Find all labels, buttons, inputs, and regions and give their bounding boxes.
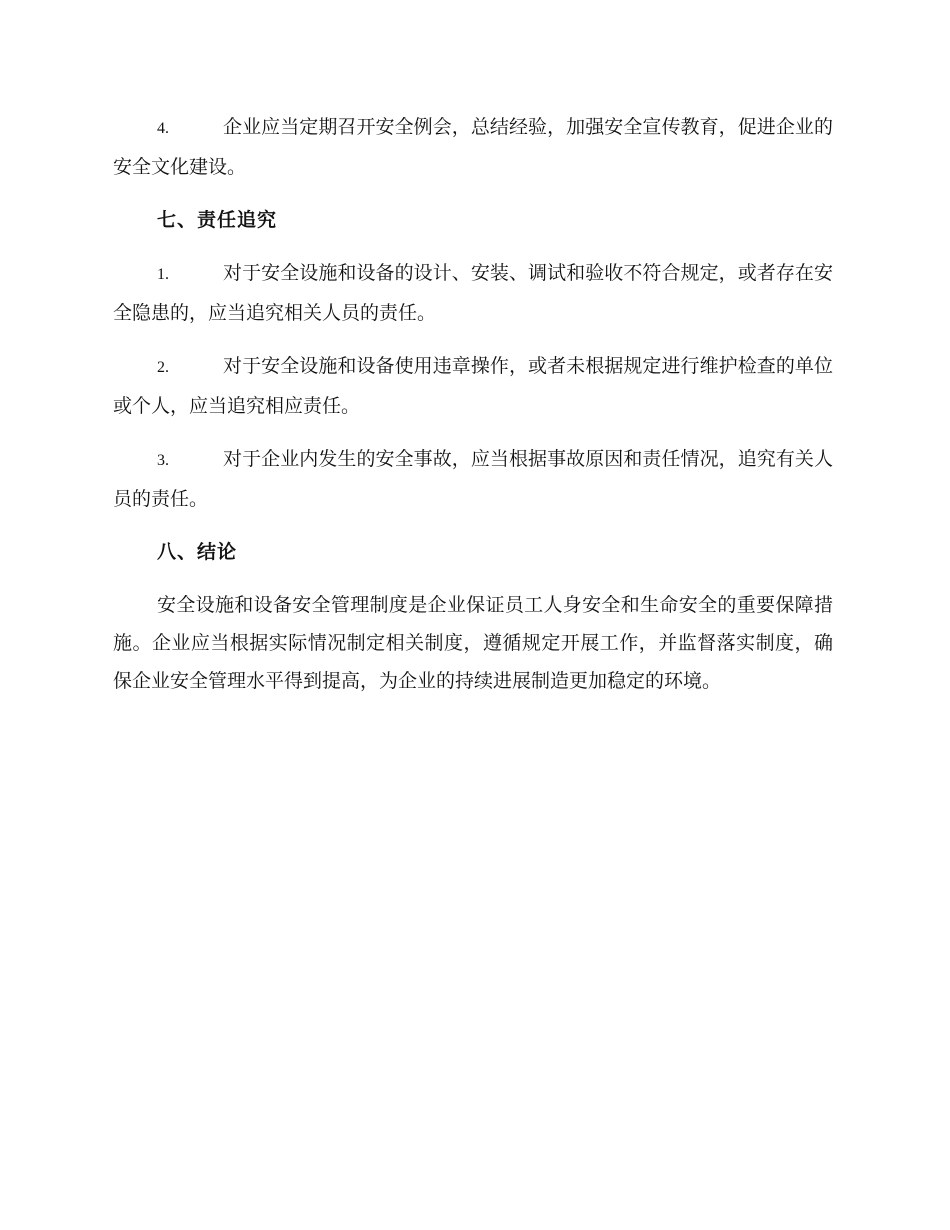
list-item-1 bbox=[113, 254, 833, 332]
list-item-number: 4. bbox=[157, 120, 169, 137]
list-item-3 bbox=[113, 440, 833, 518]
list-item-number: 3. bbox=[157, 452, 169, 469]
list-item-text: 对于安全设施和设备使用违章操作，或者未根据规定进行维护检查的单位或个人，应当追究相应责任。 bbox=[113, 355, 833, 417]
list-item-2 bbox=[113, 347, 833, 425]
list-item-text: 对于企业内发生的安全事故，应当根据事故原因和责任情况，追究有关人员的责任。 bbox=[113, 448, 833, 510]
list-item-text: 对于安全设施和设备的设计、安装、调试和验收不符合规定，或者存在安全隐患的，应当追究相关人员的责任。 bbox=[113, 262, 833, 324]
section-heading-responsibility: 七、责任追究 bbox=[157, 209, 278, 231]
section-heading-conclusion: 八、结论 bbox=[157, 541, 238, 563]
list-item-4 bbox=[113, 108, 833, 186]
list-item-text: 企业应当定期召开安全例会，总结经验，加强安全宣传教育，促进企业的安全文化建设。 bbox=[113, 116, 833, 178]
list-item-number: 1. bbox=[157, 266, 169, 283]
conclusion-paragraph: 安全设施和设备安全管理制度是企业保证员工人身安全和生命安全的重要保障措施。企业应当根据实际情况制定相关制度，遵循规定开展工作，并监督落实制度，确保企业安全管理水平得到提高，为企业的持续进展制造更加稳定的环境。 bbox=[113, 594, 833, 692]
document-content bbox=[113, 108, 833, 715]
list-item-number: 2. bbox=[157, 359, 169, 376]
